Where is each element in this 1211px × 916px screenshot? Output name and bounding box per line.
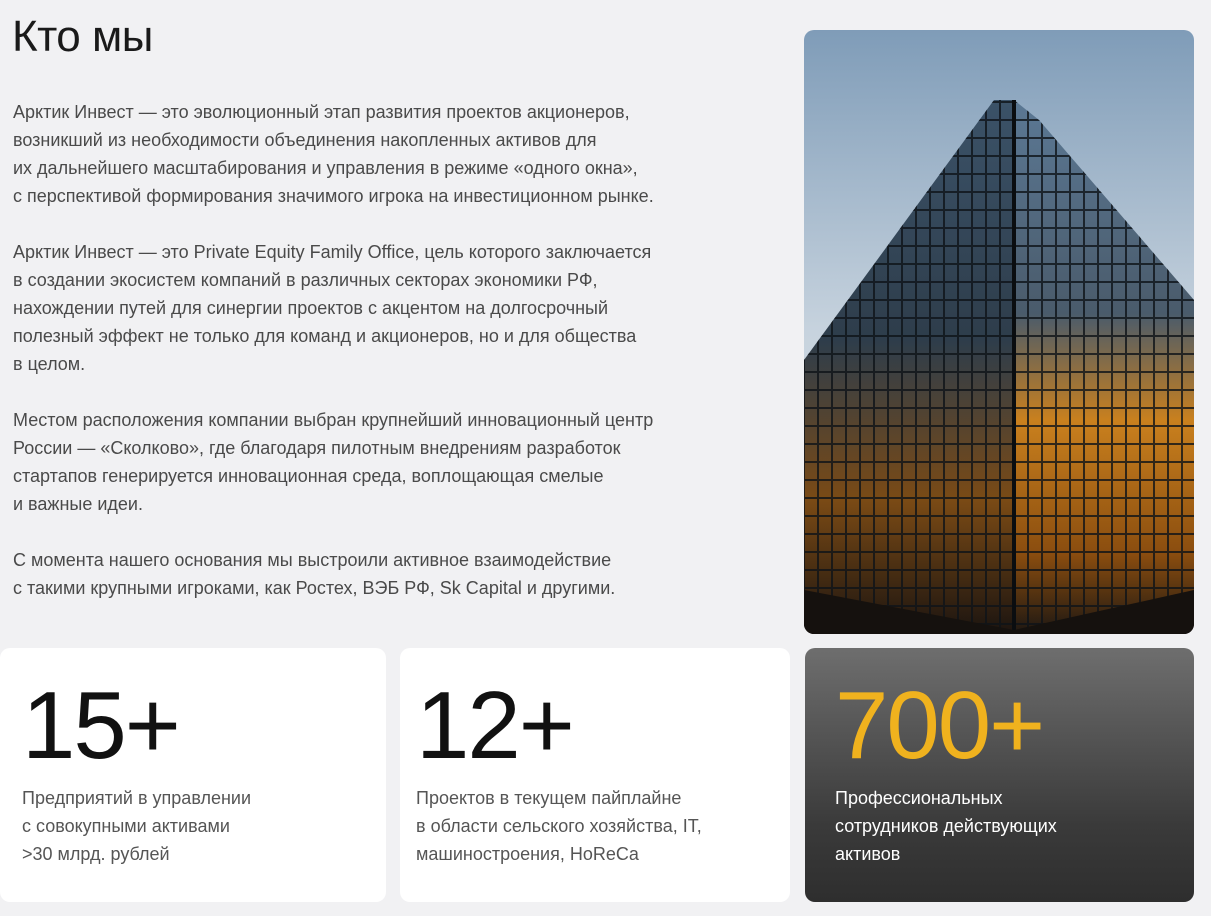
about-text — [13, 98, 773, 630]
stat-card-employees — [805, 648, 1194, 902]
stat-card-projects — [400, 648, 790, 902]
stat-card-enterprises — [0, 648, 386, 902]
paragraph: С момента нашего основания мы выстроили активное взаимодействие с такими крупными игроками, как Ростех, ВЭБ РФ, Sk Capital и другими. — [13, 550, 616, 598]
stat-description: Предприятий в управлении с совокупными активами >30 млрд. рублей — [22, 788, 252, 864]
paragraph: Арктик Инвест — это эволюционный этап развития проектов акционеров, возникший из необходимости объединения накопленных активов для их дальнейшего масштабирования и управления в режиме «одного окна», с перспективой формирования значимого игрока на инвестиционном рынке. — [13, 102, 654, 206]
stat-value: 12+ — [416, 672, 573, 779]
stat-value: 700+ — [835, 672, 1044, 779]
stat-value: 15+ — [22, 672, 179, 779]
paragraph: Арктик Инвест — это Private Equity Family Office, цель которого заключается в создании экосистем компаний в различных секторах экономики РФ, нахождении путей для синергии проектов с акцентом на долгосрочный полезный эффект не только для команд и акционеров, но и для общества в целом. — [13, 242, 652, 374]
building-photo — [804, 30, 1194, 634]
stat-description: Профессиональных сотрудников действующих активов — [835, 788, 1057, 864]
paragraph: Местом расположения компании выбран крупнейший инновационный центр России — «Сколково», где благодаря пилотным внедрениям разработок стартапов генерируется инновационная среда, воплощающая смелые и важные идеи. — [13, 410, 654, 514]
page-title: Кто мы — [12, 12, 153, 61]
stat-description: Проектов в текущем пайплайне в области сельского хозяйства, IT, машиностроения, HoReCa — [416, 788, 702, 864]
